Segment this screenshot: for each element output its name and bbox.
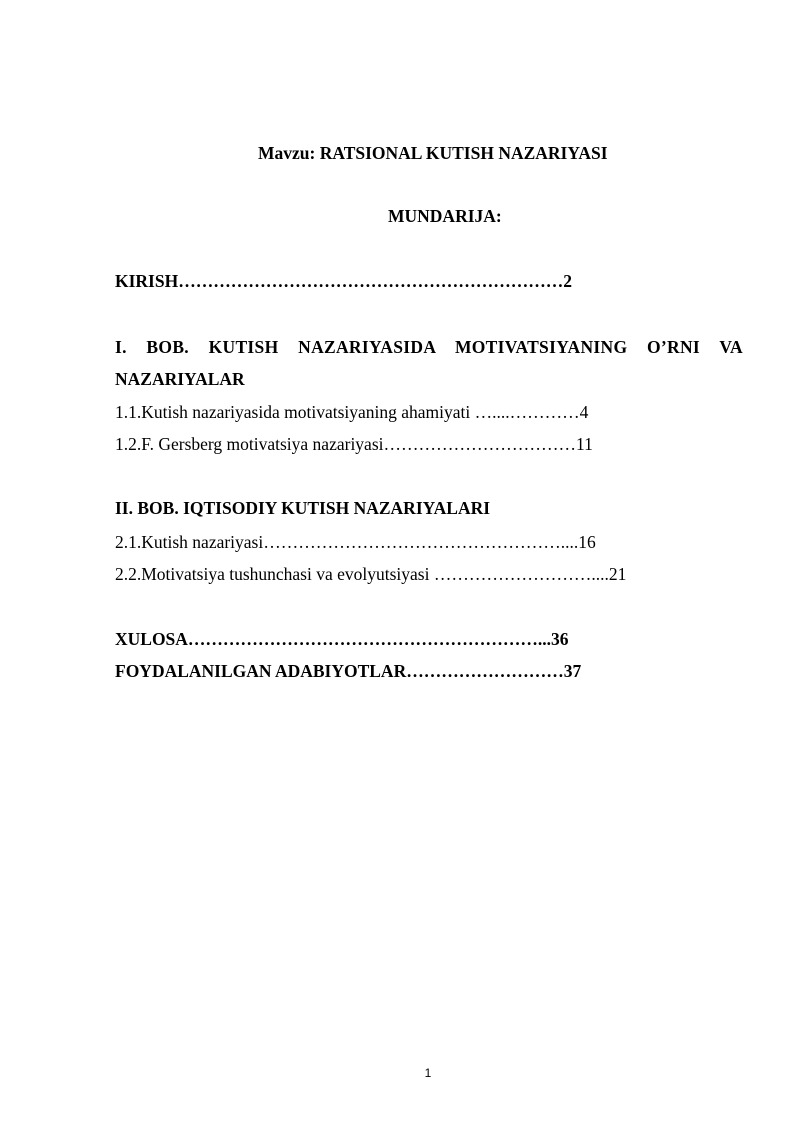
table-of-contents-heading: MUNDARIJA: [388,206,502,226]
toc-entry-2-2: 2.2.Motivatsiya tushunchasi va evolyutsiyasi ………………………....21 [115,564,627,584]
toc-chapter-1-title: I. BOB. KUTISH NAZARIYASIDA MOTIVATSIYANING O’RNI VA [115,337,743,357]
toc-chapter-1-title-continued: NAZARIYALAR [115,369,245,389]
page-number: 1 [424,1066,432,1080]
toc-entry-conclusion: XULOSA……………………………………………………...36 [115,629,569,649]
toc-entry-1-1: 1.1.Kutish nazariyasida motivatsiyaning ahamiyati …....…………4 [115,402,589,422]
toc-entry-intro: KIRISH…………………………………………………………2 [115,271,572,291]
document-topic: Mavzu: RATSIONAL KUTISH NAZARIYASI [258,143,608,163]
toc-entry-1-2: 1.2.F. Gersberg motivatsiya nazariyasi……………………………11 [115,434,593,454]
toc-chapter-2-title: II. BOB. IQTISODIY KUTISH NAZARIYALARI [115,498,491,518]
toc-entry-references: FOYDALANILGAN ADABIYOTLAR………………………37 [115,661,582,681]
toc-entry-2-1: 2.1.Kutish nazariyasi……………………………………………....16 [115,532,596,552]
